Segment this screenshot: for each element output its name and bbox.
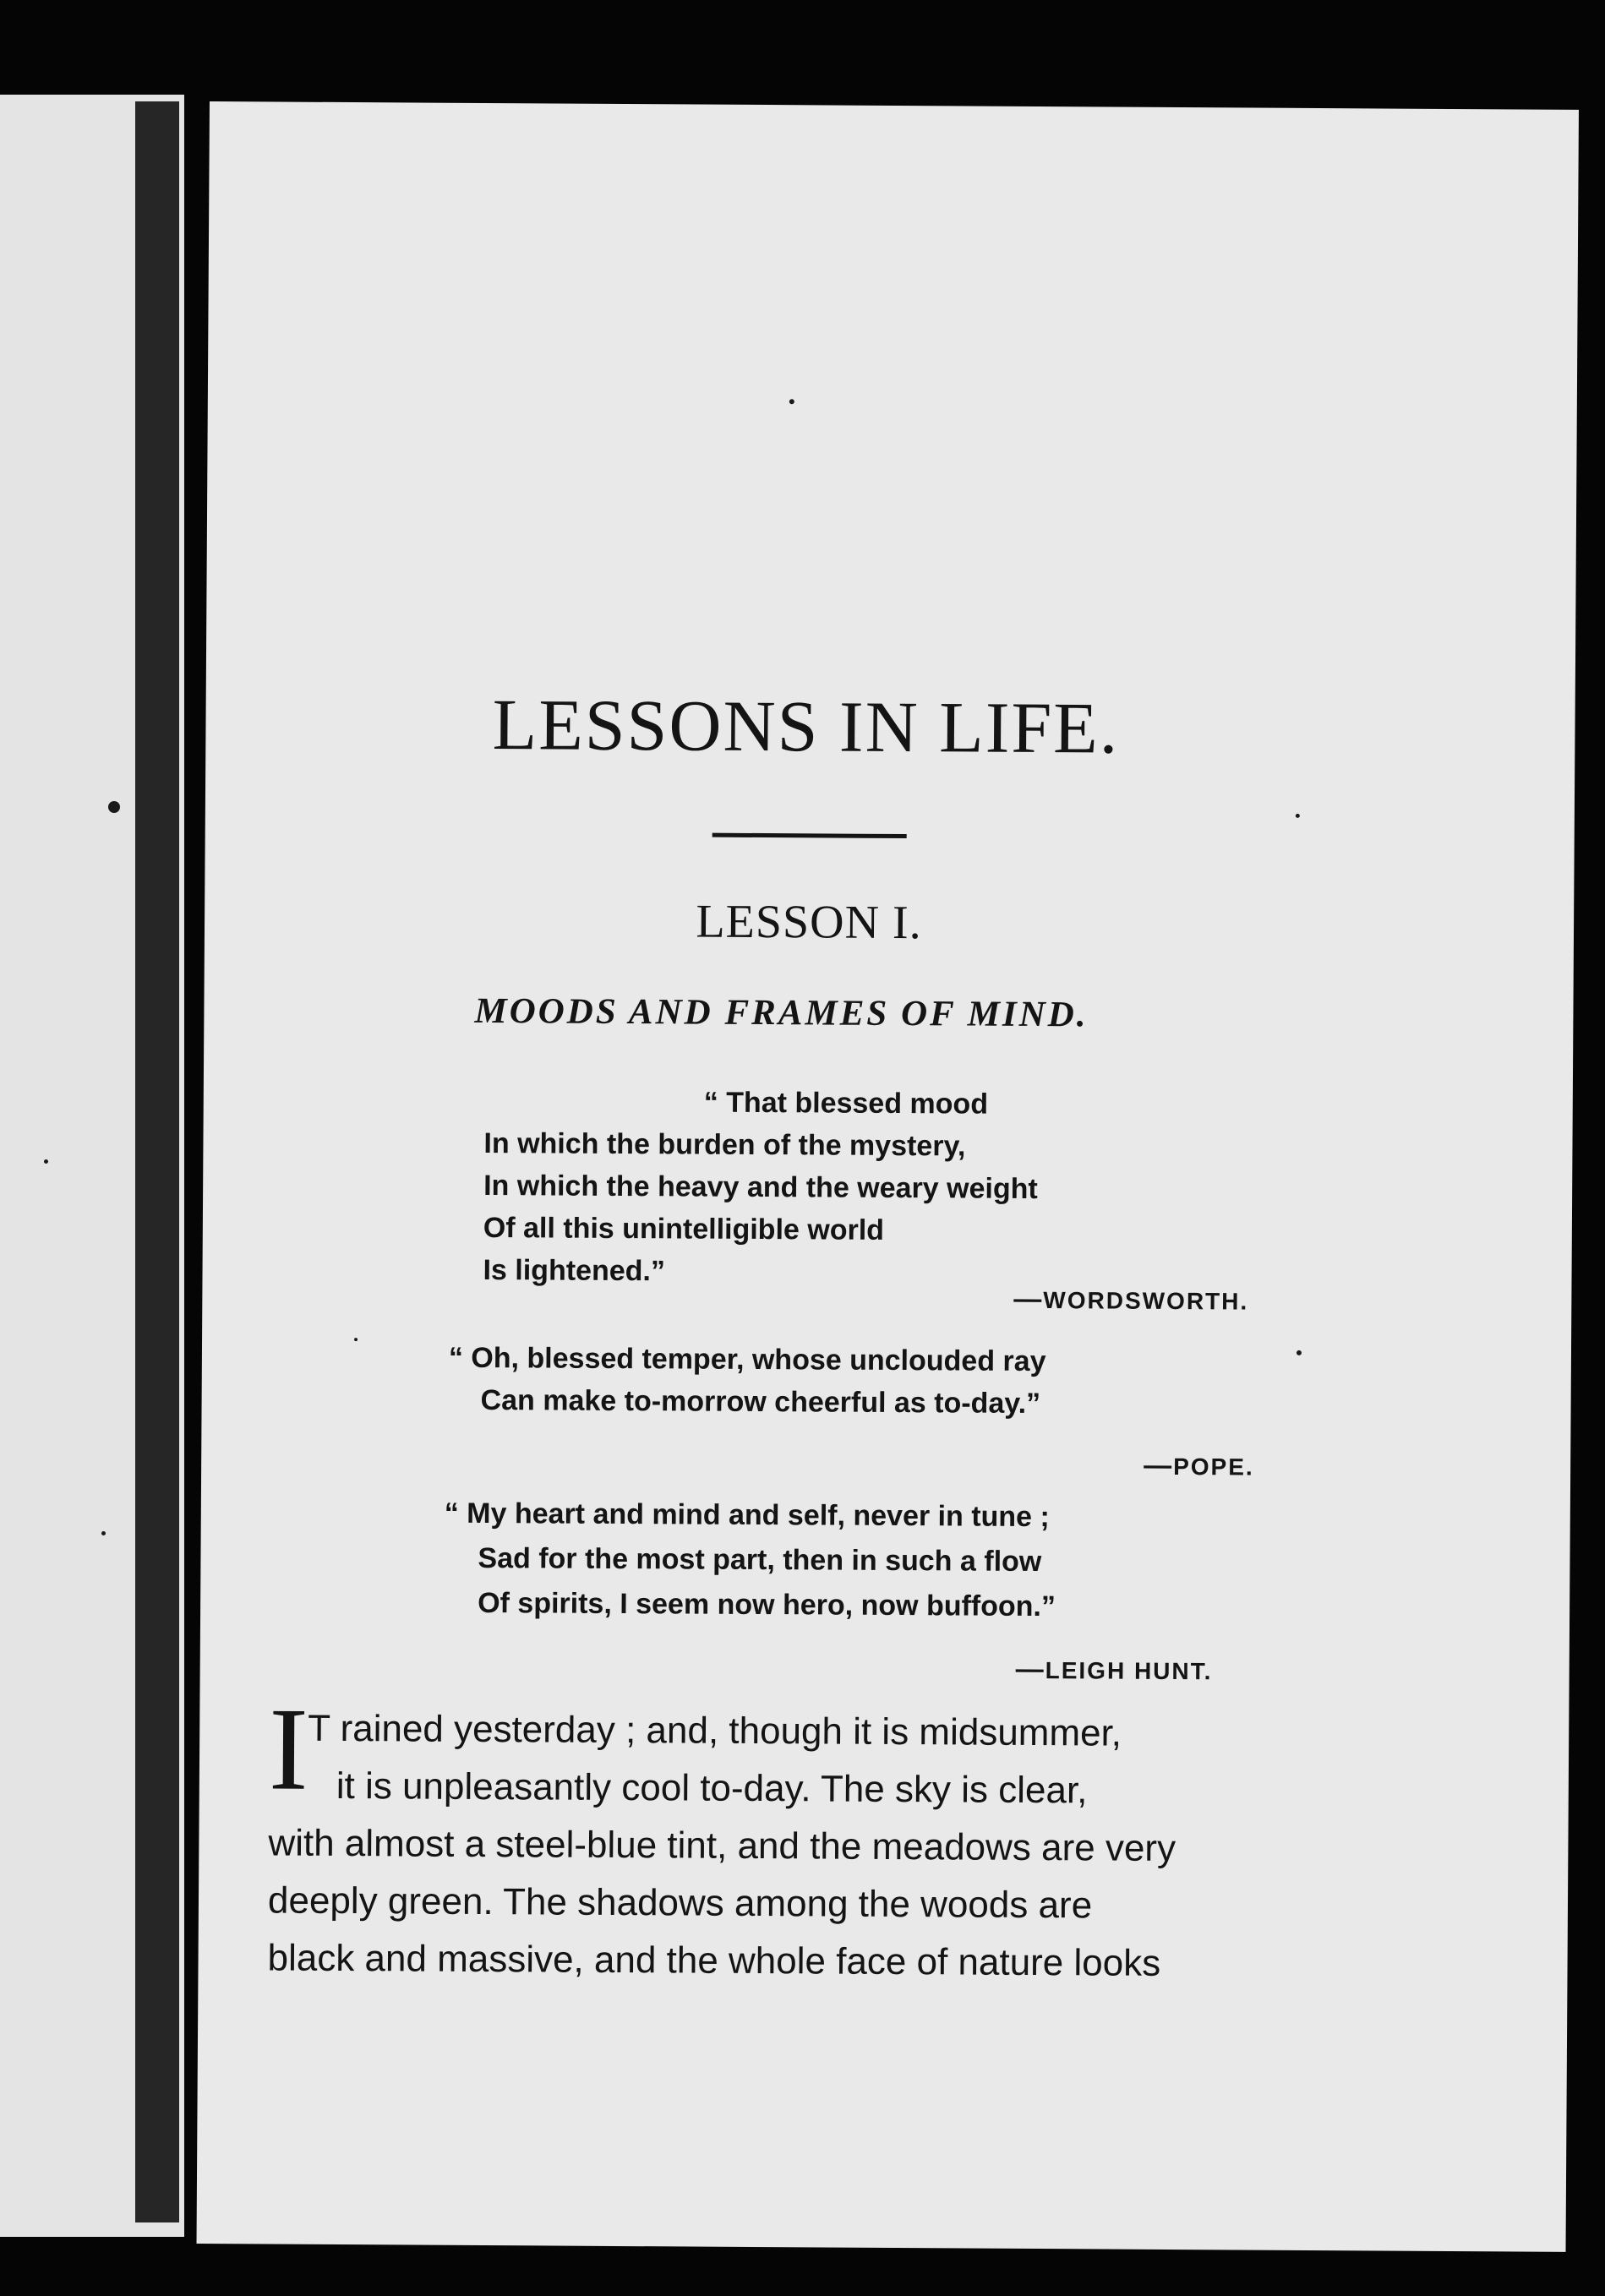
body-text-line: with almost a steel-blue tint, and the meadows are very bbox=[268, 1822, 1176, 1870]
body-text-line: deeply green. The shadows among the woods are bbox=[267, 1879, 1093, 1927]
title-divider bbox=[712, 833, 907, 838]
drop-cap: I bbox=[268, 1683, 309, 1815]
paper-speck bbox=[44, 1159, 48, 1164]
body-text-line: T rained yesterday ; and, though it is midsummer, bbox=[308, 1707, 1122, 1754]
lesson-subtitle: MOODS AND FRAMES OF MIND. bbox=[474, 990, 1089, 1035]
epigraph-line: “ Oh, blessed temper, whose unclouded ray bbox=[448, 1341, 1046, 1378]
epigraph-line: Sad for the most part, then in such a flow bbox=[478, 1541, 1042, 1579]
epigraph-attribution: —WORDSWORTH. bbox=[1013, 1282, 1249, 1315]
lesson-heading: LESSON I. bbox=[696, 895, 922, 950]
paper-speck bbox=[789, 399, 794, 404]
epigraph-line: “ That blessed mood bbox=[703, 1086, 989, 1121]
book-title: LESSONS IN LIFE. bbox=[492, 684, 1120, 769]
epigraph-attribution: —LEIGH HUNT. bbox=[1015, 1652, 1213, 1685]
epigraph-line: “ My heart and mind and self, never in tune ; bbox=[444, 1497, 1050, 1534]
epigraph-line: In which the burden of the mystery, bbox=[483, 1127, 966, 1163]
book-page bbox=[197, 101, 1579, 2252]
paper-speck bbox=[1297, 1350, 1302, 1355]
epigraph-line: Is lightened.” bbox=[483, 1254, 666, 1288]
paper-speck bbox=[354, 1338, 358, 1341]
epigraph-line: Of all this unintelligible world bbox=[483, 1212, 885, 1246]
epigraph-line: Of spirits, I seem now hero, now buffoon.” bbox=[478, 1586, 1056, 1623]
paper-speck bbox=[101, 1531, 106, 1535]
epigraph-line: In which the heavy and the weary weight bbox=[483, 1170, 1038, 1206]
epigraph-line: Can make to-morrow cheerful as to-day.” bbox=[480, 1383, 1041, 1421]
paper-speck bbox=[1296, 814, 1300, 818]
paper-speck bbox=[108, 801, 120, 813]
body-text-line: it is unpleasantly cool to-day. The sky is clear, bbox=[336, 1764, 1088, 1812]
book-spine-shadow bbox=[135, 101, 179, 2222]
epigraph-attribution: —POPE. bbox=[1144, 1448, 1254, 1481]
body-text-line: black and massive, and the whole face of nature looks bbox=[267, 1937, 1161, 1984]
